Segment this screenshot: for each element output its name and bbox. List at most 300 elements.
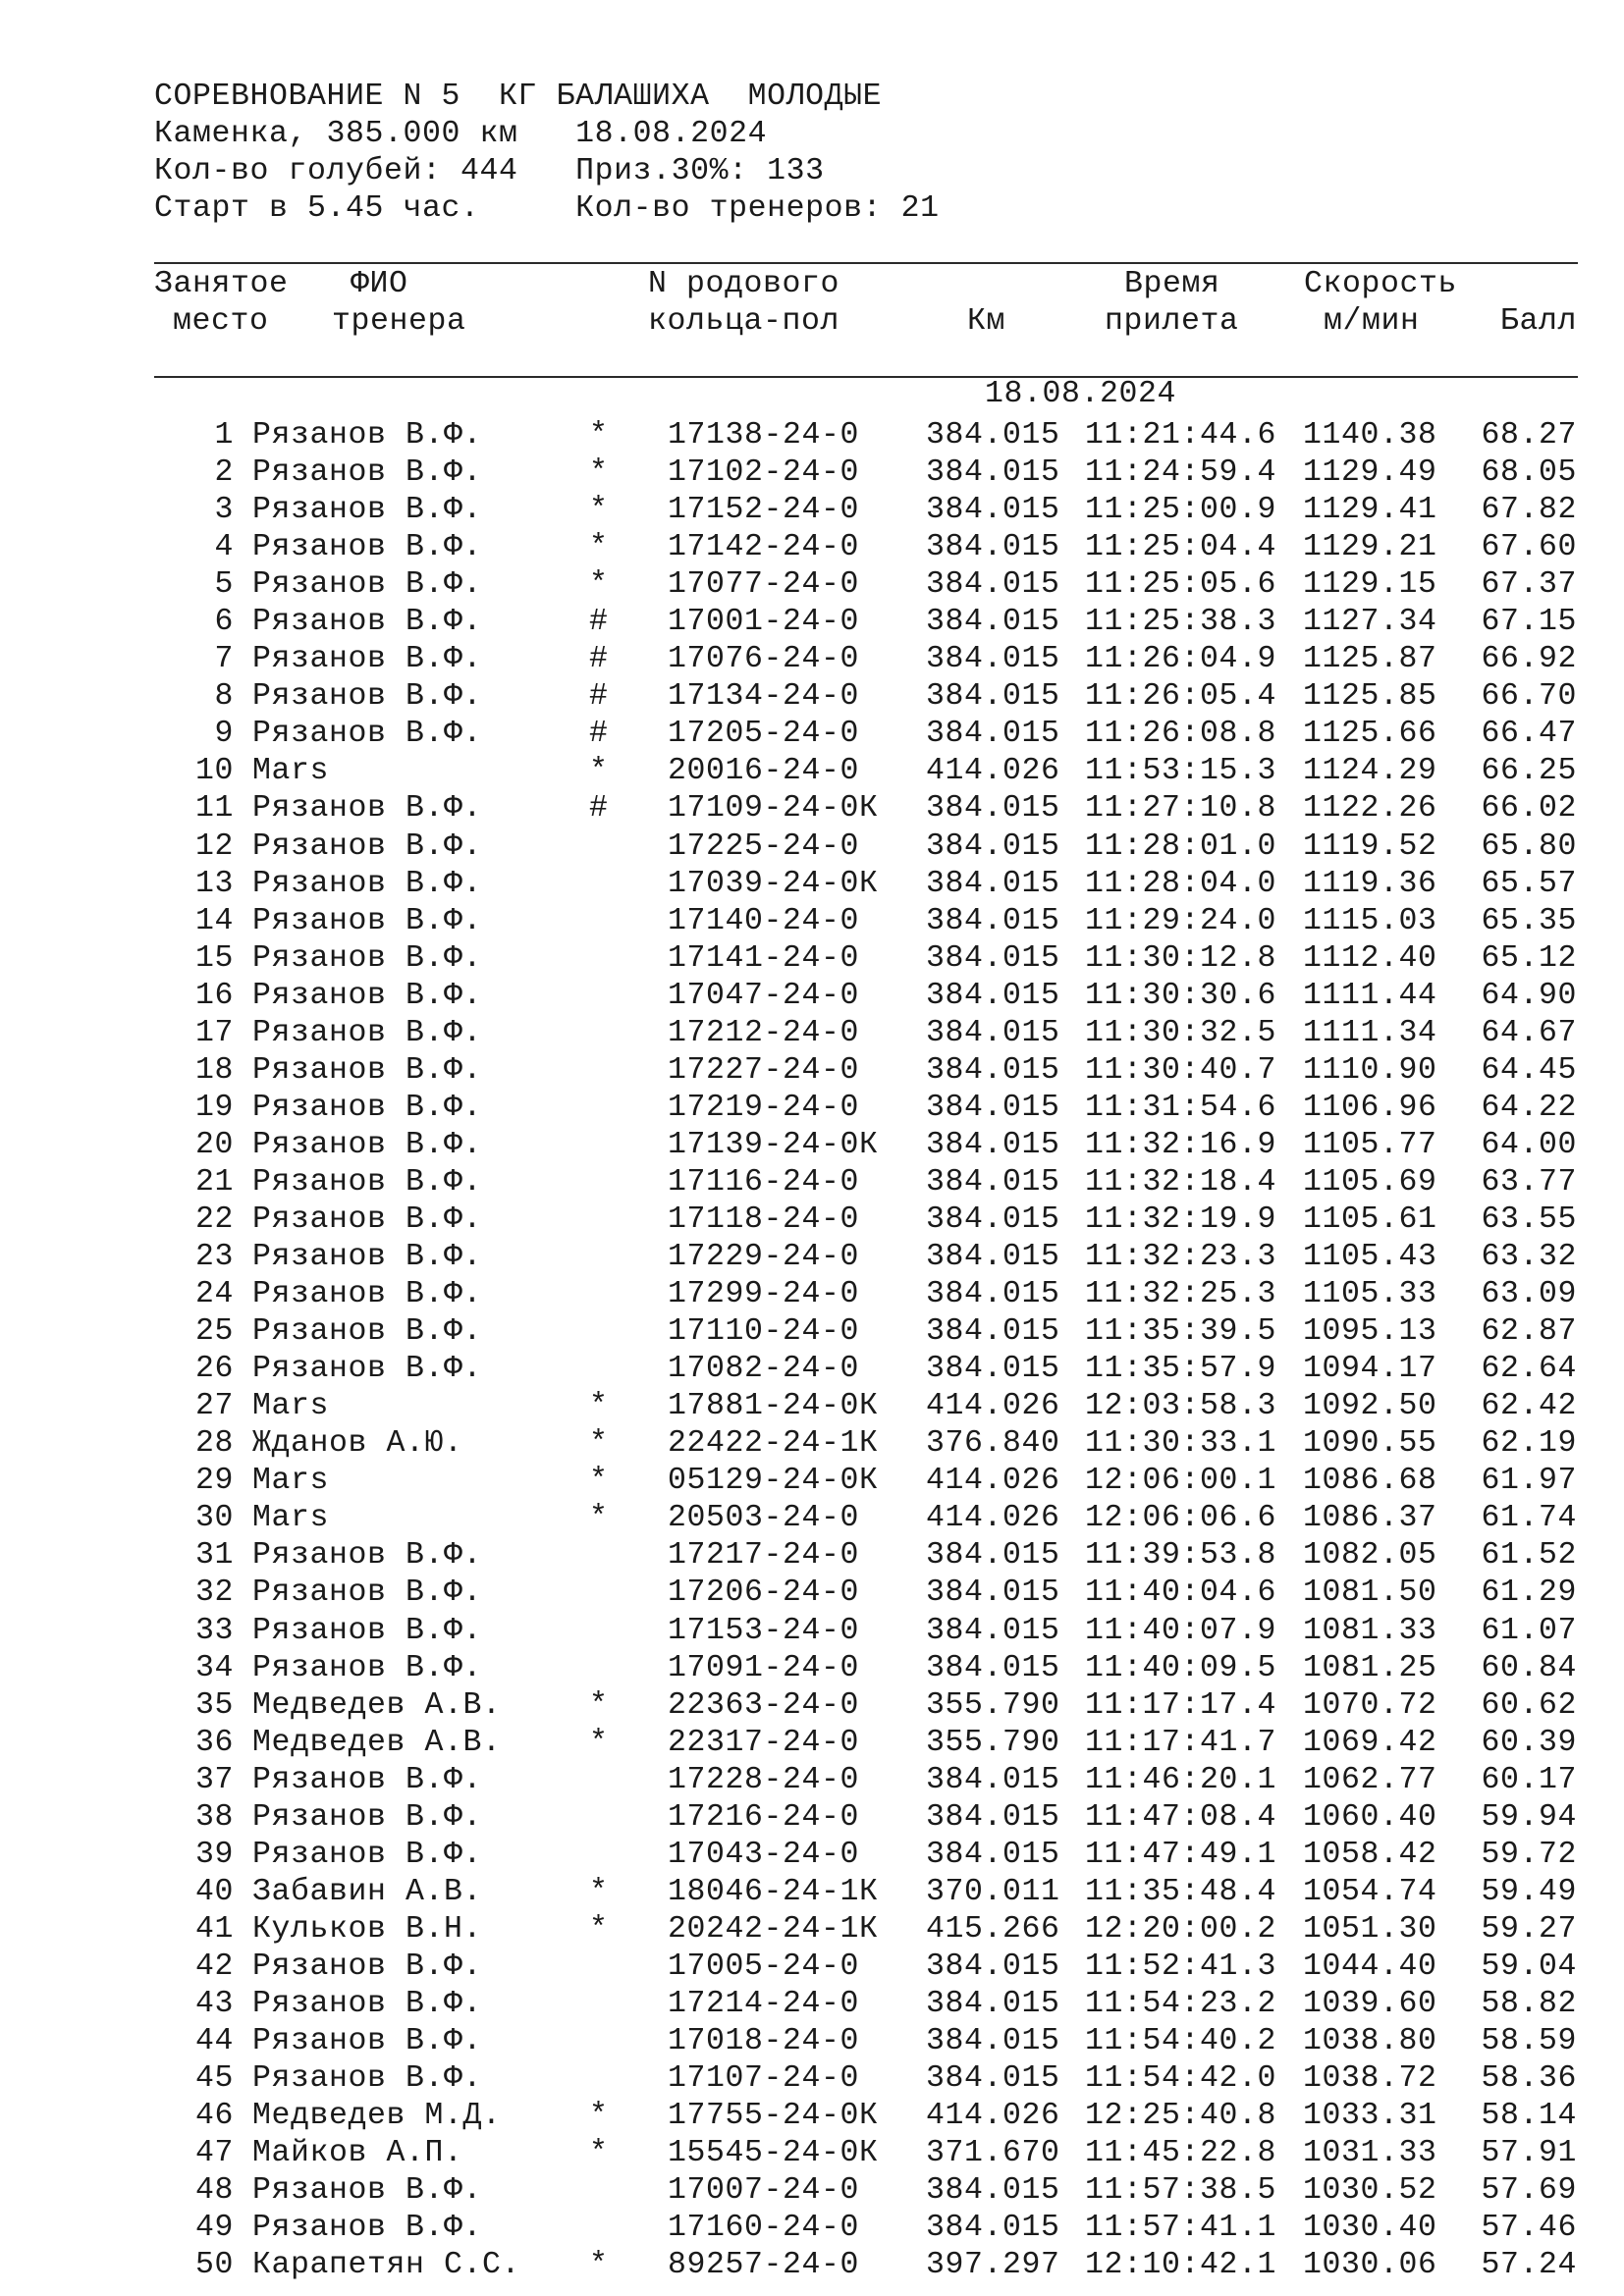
- cell-place: 15: [194, 940, 234, 976]
- cell-mark: *: [589, 455, 609, 491]
- cell-distance: 384.015: [926, 679, 1060, 715]
- cell-score: 58.14: [1481, 2099, 1577, 2134]
- cell-place: 30: [194, 1501, 234, 1536]
- cell-distance: 384.015: [926, 493, 1060, 528]
- cell-ring: 20016-24-0: [668, 754, 860, 789]
- cell-distance: 384.015: [926, 1201, 1060, 1237]
- cell-place: 19: [194, 1090, 234, 1125]
- cell-score: 61.52: [1481, 1538, 1577, 1574]
- cell-speed: 1129.21: [1303, 530, 1437, 565]
- table-row: [0, 1799, 1624, 1837]
- cell-arrival-time: 11:17:41.7: [1085, 1725, 1277, 1760]
- table-row: [0, 529, 1624, 566]
- cell-ring: 17043-24-0: [668, 1837, 860, 1872]
- cell-speed: 1105.69: [1303, 1164, 1437, 1200]
- cell-mark: #: [589, 642, 609, 677]
- col-name-line2: тренера: [332, 304, 466, 339]
- table-row: [0, 1463, 1624, 1500]
- cell-arrival-time: 11:31:54.6: [1085, 1090, 1277, 1125]
- cell-trainer: Рязанов В.Ф.: [252, 1799, 483, 1835]
- cell-distance: 384.015: [926, 828, 1060, 864]
- cell-speed: 1111.34: [1303, 1015, 1437, 1050]
- cell-distance: 384.015: [926, 1052, 1060, 1088]
- cell-speed: 1030.40: [1303, 2211, 1437, 2246]
- cell-place: 3: [214, 493, 234, 528]
- cell-ring: 18046-24-1К: [668, 1874, 879, 1909]
- cell-trainer: Рязанов В.Ф.: [252, 605, 483, 640]
- cell-trainer: Рязанов В.Ф.: [252, 1015, 483, 1050]
- cell-ring: 17217-24-0: [668, 1538, 860, 1574]
- cell-trainer: Рязанов В.Ф.: [252, 2024, 483, 2059]
- cell-score: 64.22: [1481, 1090, 1577, 1125]
- cell-distance: 371.670: [926, 2136, 1060, 2171]
- table-row: [0, 1015, 1624, 1052]
- cell-arrival-time: 11:46:20.1: [1085, 1762, 1277, 1797]
- cell-place: 11: [194, 791, 234, 827]
- cell-arrival-time: 12:20:00.2: [1085, 1911, 1277, 1947]
- table-row: [0, 2060, 1624, 2098]
- cell-score: 65.35: [1481, 903, 1577, 938]
- cell-arrival-time: 11:29:24.0: [1085, 903, 1277, 938]
- cell-arrival-time: 11:25:05.6: [1085, 567, 1277, 603]
- cell-place: 14: [194, 903, 234, 938]
- col-score: Балл: [1500, 304, 1578, 339]
- cell-arrival-time: 11:30:30.6: [1085, 978, 1277, 1013]
- cell-arrival-time: 11:30:33.1: [1085, 1426, 1277, 1462]
- cell-arrival-time: 11:30:40.7: [1085, 1052, 1277, 1088]
- cell-score: 63.32: [1481, 1240, 1577, 1275]
- results-table: [0, 417, 1624, 2284]
- cell-mark: *: [589, 1426, 609, 1462]
- cell-arrival-time: 11:21:44.6: [1085, 418, 1277, 453]
- cell-place: 41: [194, 1911, 234, 1947]
- cell-trainer: Рязанов В.Ф.: [252, 679, 483, 715]
- table-row: [0, 2135, 1624, 2172]
- cell-score: 63.55: [1481, 1201, 1577, 1237]
- cell-speed: 1125.87: [1303, 642, 1437, 677]
- table-row: [0, 1837, 1624, 1874]
- cell-score: 64.90: [1481, 978, 1577, 1013]
- cell-mark: *: [589, 567, 609, 603]
- cell-trainer: Рязанов В.Ф.: [252, 530, 483, 565]
- cell-trainer: Рязанов В.Ф.: [252, 1052, 483, 1088]
- cell-place: 12: [194, 828, 234, 864]
- cell-distance: 384.015: [926, 1352, 1060, 1387]
- cell-trainer: Рязанов В.Ф.: [252, 1201, 483, 1237]
- cell-place: 21: [194, 1164, 234, 1200]
- cell-score: 59.27: [1481, 1911, 1577, 1947]
- table-row: [0, 1949, 1624, 1986]
- table-row: [0, 1650, 1624, 1687]
- cell-mark: *: [589, 1911, 609, 1947]
- cell-arrival-time: 11:52:41.3: [1085, 1949, 1277, 1984]
- cell-place: 33: [194, 1613, 234, 1648]
- cell-trainer: Рязанов В.Ф.: [252, 1090, 483, 1125]
- cell-ring: 15545-24-0К: [668, 2136, 879, 2171]
- cell-trainer: Рязанов В.Ф.: [252, 418, 483, 453]
- cell-trainer: Рязанов В.Ф.: [252, 1314, 483, 1350]
- cell-score: 65.12: [1481, 940, 1577, 976]
- cell-speed: 1094.17: [1303, 1352, 1437, 1387]
- cell-score: 57.46: [1481, 2211, 1577, 2246]
- table-row: [0, 417, 1624, 454]
- cell-distance: 384.015: [926, 866, 1060, 901]
- col-name-line1: ФИО: [351, 267, 408, 301]
- cell-trainer: Рязанов В.Ф.: [252, 1127, 483, 1162]
- cell-distance: 384.015: [926, 2024, 1060, 2059]
- cell-ring: 17077-24-0: [668, 567, 860, 603]
- table-row: [0, 1313, 1624, 1351]
- cell-arrival-time: 11:54:42.0: [1085, 2061, 1277, 2097]
- cell-arrival-time: 11:24:59.4: [1085, 455, 1277, 491]
- cell-speed: 1031.33: [1303, 2136, 1437, 2171]
- table-row: [0, 1613, 1624, 1650]
- cell-arrival-time: 11:35:48.4: [1085, 1874, 1277, 1909]
- cell-ring: 17138-24-0: [668, 418, 860, 453]
- competition-title: СОРЕВНОВАНИЕ N 5 КГ БАЛАШИХА МОЛОДЫЕ: [154, 80, 883, 114]
- cell-speed: 1129.15: [1303, 567, 1437, 603]
- table-row: [0, 1351, 1624, 1388]
- cell-distance: 415.266: [926, 1911, 1060, 1947]
- cell-distance: 384.015: [926, 1762, 1060, 1797]
- cell-place: 35: [194, 1687, 234, 1723]
- cell-ring: 17141-24-0: [668, 940, 860, 976]
- cell-mark: *: [589, 493, 609, 528]
- cell-place: 36: [194, 1725, 234, 1760]
- cell-ring: 17001-24-0: [668, 605, 860, 640]
- cell-speed: 1039.60: [1303, 1986, 1437, 2021]
- cell-score: 67.82: [1481, 493, 1577, 528]
- cell-place: 50: [194, 2248, 234, 2283]
- cell-speed: 1086.68: [1303, 1464, 1437, 1499]
- cell-arrival-time: 11:35:57.9: [1085, 1352, 1277, 1387]
- table-row: [0, 753, 1624, 790]
- table-row: [0, 940, 1624, 978]
- cell-place: 28: [194, 1426, 234, 1462]
- cell-trainer: Кульков В.Н.: [252, 1911, 483, 1947]
- cell-arrival-time: 11:57:38.5: [1085, 2173, 1277, 2209]
- cell-arrival-time: 11:40:09.5: [1085, 1650, 1277, 1685]
- cell-score: 64.45: [1481, 1052, 1577, 1088]
- cell-distance: 414.026: [926, 1501, 1060, 1536]
- cell-place: 26: [194, 1352, 234, 1387]
- cell-speed: 1081.33: [1303, 1613, 1437, 1648]
- cell-arrival-time: 12:10:42.1: [1085, 2248, 1277, 2283]
- table-row: [0, 716, 1624, 753]
- table-row: [0, 566, 1624, 604]
- table-row: [0, 866, 1624, 903]
- cell-arrival-time: 11:45:22.8: [1085, 2136, 1277, 2171]
- cell-trainer: Рязанов В.Ф.: [252, 2061, 483, 2097]
- cell-score: 62.87: [1481, 1314, 1577, 1350]
- cell-mark: #: [589, 717, 609, 752]
- cell-place: 40: [194, 1874, 234, 1909]
- cell-speed: 1044.40: [1303, 1949, 1437, 1984]
- cell-ring: 20242-24-1К: [668, 1911, 879, 1947]
- release-point-and-date: Каменка, 385.000 км 18.08.2024: [154, 117, 768, 151]
- cell-score: 62.64: [1481, 1352, 1577, 1387]
- cell-arrival-time: 11:32:18.4: [1085, 1164, 1277, 1200]
- cell-trainer: Медведев А.В.: [252, 1725, 502, 1760]
- cell-ring: 17007-24-0: [668, 2173, 860, 2209]
- cell-ring: 89257-24-0: [668, 2248, 860, 2283]
- table-row: [0, 2172, 1624, 2210]
- cell-arrival-time: 11:32:19.9: [1085, 1201, 1277, 1237]
- cell-ring: 17205-24-0: [668, 717, 860, 752]
- table-row: [0, 2210, 1624, 2247]
- cell-distance: 384.015: [926, 1314, 1060, 1350]
- cell-score: 66.02: [1481, 791, 1577, 827]
- cell-score: 59.04: [1481, 1949, 1577, 1984]
- table-row: [0, 1388, 1624, 1425]
- cell-speed: 1119.36: [1303, 866, 1437, 901]
- table-row: [0, 828, 1624, 866]
- cell-speed: 1070.72: [1303, 1687, 1437, 1723]
- table-row: [0, 1127, 1624, 1164]
- cell-distance: 355.790: [926, 1687, 1060, 1723]
- cell-trainer: Забавин А.В.: [252, 1874, 483, 1909]
- start-time-and-trainers: Старт в 5.45 час. Кол-во тренеров: 21: [154, 191, 940, 226]
- cell-score: 60.62: [1481, 1687, 1577, 1723]
- cell-speed: 1140.38: [1303, 418, 1437, 453]
- cell-ring: 17228-24-0: [668, 1762, 860, 1797]
- table-row: [0, 1537, 1624, 1575]
- cell-speed: 1106.96: [1303, 1090, 1437, 1125]
- day-separator-date: 18.08.2024: [985, 377, 1177, 411]
- cell-mark: *: [589, 2099, 609, 2134]
- cell-score: 60.17: [1481, 1762, 1577, 1797]
- cell-score: 64.00: [1481, 1127, 1577, 1162]
- cell-trainer: Рязанов В.Ф.: [252, 1762, 483, 1797]
- cell-distance: 414.026: [926, 1389, 1060, 1424]
- cell-ring: 17076-24-0: [668, 642, 860, 677]
- cell-arrival-time: 12:06:06.6: [1085, 1501, 1277, 1536]
- cell-place: 44: [194, 2024, 234, 2059]
- cell-trainer: Рязанов В.Ф.: [252, 1277, 483, 1312]
- cell-distance: 384.015: [926, 530, 1060, 565]
- cell-ring: 17018-24-0: [668, 2024, 860, 2059]
- cell-speed: 1110.90: [1303, 1052, 1437, 1088]
- cell-place: 20: [194, 1127, 234, 1162]
- col-ring-line2: кольца-пол: [648, 304, 840, 339]
- cell-trainer: Рязанов В.Ф.: [252, 1240, 483, 1275]
- cell-trainer: Рязанов В.Ф.: [252, 1837, 483, 1872]
- table-row: [0, 1201, 1624, 1239]
- cell-score: 61.07: [1481, 1613, 1577, 1648]
- cell-arrival-time: 11:30:12.8: [1085, 940, 1277, 976]
- cell-ring: 17219-24-0: [668, 1090, 860, 1125]
- cell-place: 25: [194, 1314, 234, 1350]
- cell-distance: 384.015: [926, 1277, 1060, 1312]
- cell-ring: 22363-24-0: [668, 1687, 860, 1723]
- cell-arrival-time: 11:35:39.5: [1085, 1314, 1277, 1350]
- cell-distance: 397.297: [926, 2248, 1060, 2283]
- cell-distance: 355.790: [926, 1725, 1060, 1760]
- cell-trainer: Mars: [252, 1389, 330, 1424]
- cell-speed: 1086.37: [1303, 1501, 1437, 1536]
- cell-speed: 1105.33: [1303, 1277, 1437, 1312]
- table-row: [0, 2023, 1624, 2060]
- cell-place: 16: [194, 978, 234, 1013]
- cell-arrival-time: 12:06:00.1: [1085, 1464, 1277, 1499]
- cell-score: 67.15: [1481, 605, 1577, 640]
- cell-mark: #: [589, 605, 609, 640]
- table-row: [0, 1911, 1624, 1949]
- col-place-line1: Занятое: [154, 267, 289, 301]
- cell-speed: 1038.80: [1303, 2024, 1437, 2059]
- cell-place: 23: [194, 1240, 234, 1275]
- cell-distance: 384.015: [926, 1837, 1060, 1872]
- cell-place: 4: [214, 530, 234, 565]
- cell-mark: *: [589, 1874, 609, 1909]
- cell-speed: 1082.05: [1303, 1538, 1437, 1574]
- table-row: [0, 1090, 1624, 1127]
- cell-speed: 1095.13: [1303, 1314, 1437, 1350]
- cell-distance: 414.026: [926, 1464, 1060, 1499]
- cell-distance: 414.026: [926, 2099, 1060, 2134]
- cell-ring: 17102-24-0: [668, 455, 860, 491]
- cell-distance: 384.015: [926, 1015, 1060, 1050]
- table-row: [0, 2098, 1624, 2135]
- cell-speed: 1038.72: [1303, 2061, 1437, 2097]
- cell-arrival-time: 11:32:16.9: [1085, 1127, 1277, 1162]
- cell-arrival-time: 11:39:53.8: [1085, 1538, 1277, 1574]
- cell-score: 68.27: [1481, 418, 1577, 453]
- cell-place: 17: [194, 1015, 234, 1050]
- header-bottom-rule: [154, 376, 1578, 378]
- cell-arrival-time: 11:26:08.8: [1085, 717, 1277, 752]
- cell-speed: 1111.44: [1303, 978, 1437, 1013]
- cell-score: 64.67: [1481, 1015, 1577, 1050]
- cell-place: 10: [194, 754, 234, 789]
- cell-trainer: Рязанов В.Ф.: [252, 567, 483, 603]
- cell-mark: *: [589, 418, 609, 453]
- cell-ring: 17214-24-0: [668, 1986, 860, 2021]
- cell-arrival-time: 11:47:49.1: [1085, 1837, 1277, 1872]
- cell-place: 2: [214, 455, 234, 491]
- cell-trainer: Рязанов В.Ф.: [252, 1949, 483, 1984]
- cell-ring: 17206-24-0: [668, 1575, 860, 1611]
- cell-ring: 17116-24-0: [668, 1164, 860, 1200]
- col-km: Км: [967, 304, 1006, 339]
- cell-mark: *: [589, 2248, 609, 2283]
- cell-place: 49: [194, 2211, 234, 2246]
- cell-trainer: Жданов А.Ю.: [252, 1426, 463, 1462]
- cell-mark: *: [589, 2136, 609, 2171]
- cell-score: 61.74: [1481, 1501, 1577, 1536]
- table-row: [0, 1874, 1624, 1911]
- cell-speed: 1125.66: [1303, 717, 1437, 752]
- table-row: [0, 1164, 1624, 1201]
- cell-speed: 1030.52: [1303, 2173, 1437, 2209]
- cell-distance: 384.015: [926, 2211, 1060, 2246]
- cell-trainer: Рязанов В.Ф.: [252, 1575, 483, 1611]
- cell-place: 43: [194, 1986, 234, 2021]
- cell-arrival-time: 11:47:08.4: [1085, 1799, 1277, 1835]
- cell-ring: 20503-24-0: [668, 1501, 860, 1536]
- cell-speed: 1081.25: [1303, 1650, 1437, 1685]
- cell-ring: 17755-24-0К: [668, 2099, 879, 2134]
- cell-trainer: Рязанов В.Ф.: [252, 2211, 483, 2246]
- cell-speed: 1081.50: [1303, 1575, 1437, 1611]
- cell-ring: 17110-24-0: [668, 1314, 860, 1350]
- cell-score: 66.70: [1481, 679, 1577, 715]
- cell-score: 63.09: [1481, 1277, 1577, 1312]
- cell-speed: 1105.43: [1303, 1240, 1437, 1275]
- cell-speed: 1069.42: [1303, 1725, 1437, 1760]
- cell-score: 65.80: [1481, 828, 1577, 864]
- cell-speed: 1112.40: [1303, 940, 1437, 976]
- cell-distance: 384.015: [926, 1090, 1060, 1125]
- cell-trainer: Медведев М.Д.: [252, 2099, 502, 2134]
- table-row: [0, 454, 1624, 492]
- cell-ring: 05129-24-0К: [668, 1464, 879, 1499]
- cell-trainer: Рязанов В.Ф.: [252, 1613, 483, 1648]
- cell-ring: 17152-24-0: [668, 493, 860, 528]
- cell-score: 58.59: [1481, 2024, 1577, 2059]
- cell-trainer: Рязанов В.Ф.: [252, 717, 483, 752]
- cell-score: 57.24: [1481, 2248, 1577, 2283]
- cell-distance: 384.015: [926, 455, 1060, 491]
- cell-distance: 384.015: [926, 1613, 1060, 1648]
- cell-mark: *: [589, 1687, 609, 1723]
- cell-score: 60.39: [1481, 1725, 1577, 1760]
- cell-trainer: Рязанов В.Ф.: [252, 2173, 483, 2209]
- table-row: [0, 978, 1624, 1015]
- pigeon-count-and-prizes: Кол-во голубей: 444 Приз.30%: 133: [154, 154, 825, 188]
- cell-arrival-time: 11:53:15.3: [1085, 754, 1277, 789]
- table-row: [0, 1762, 1624, 1799]
- cell-place: 34: [194, 1650, 234, 1685]
- cell-score: 66.47: [1481, 717, 1577, 752]
- cell-score: 62.42: [1481, 1389, 1577, 1424]
- cell-score: 67.37: [1481, 567, 1577, 603]
- cell-ring: 17227-24-0: [668, 1052, 860, 1088]
- cell-mark: *: [589, 1725, 609, 1760]
- cell-mark: #: [589, 679, 609, 715]
- cell-distance: 384.015: [926, 1538, 1060, 1574]
- table-row: [0, 1500, 1624, 1537]
- cell-ring: 17082-24-0: [668, 1352, 860, 1387]
- cell-speed: 1058.42: [1303, 1837, 1437, 1872]
- cell-speed: 1051.30: [1303, 1911, 1437, 1947]
- cell-distance: 370.011: [926, 1874, 1060, 1909]
- table-row: [0, 1725, 1624, 1762]
- col-place-line2: место: [173, 304, 269, 339]
- cell-score: 58.82: [1481, 1986, 1577, 2021]
- cell-place: 31: [194, 1538, 234, 1574]
- cell-ring: 17139-24-0К: [668, 1127, 879, 1162]
- cell-ring: 17039-24-0К: [668, 866, 879, 901]
- cell-place: 29: [194, 1464, 234, 1499]
- cell-trainer: Рязанов В.Ф.: [252, 1164, 483, 1200]
- cell-arrival-time: 11:27:10.8: [1085, 791, 1277, 827]
- cell-place: 42: [194, 1949, 234, 1984]
- cell-place: 5: [214, 567, 234, 603]
- col-time-line1: Время: [1124, 267, 1220, 301]
- cell-distance: 384.015: [926, 903, 1060, 938]
- cell-trainer: Рязанов В.Ф.: [252, 1352, 483, 1387]
- cell-speed: 1105.77: [1303, 1127, 1437, 1162]
- cell-ring: 17091-24-0: [668, 1650, 860, 1685]
- cell-mark: *: [589, 1501, 609, 1536]
- cell-distance: 384.015: [926, 2173, 1060, 2209]
- cell-trainer: Рязанов В.Ф.: [252, 642, 483, 677]
- cell-ring: 17212-24-0: [668, 1015, 860, 1050]
- cell-score: 66.92: [1481, 642, 1577, 677]
- cell-ring: 17047-24-0: [668, 978, 860, 1013]
- cell-score: 66.25: [1481, 754, 1577, 789]
